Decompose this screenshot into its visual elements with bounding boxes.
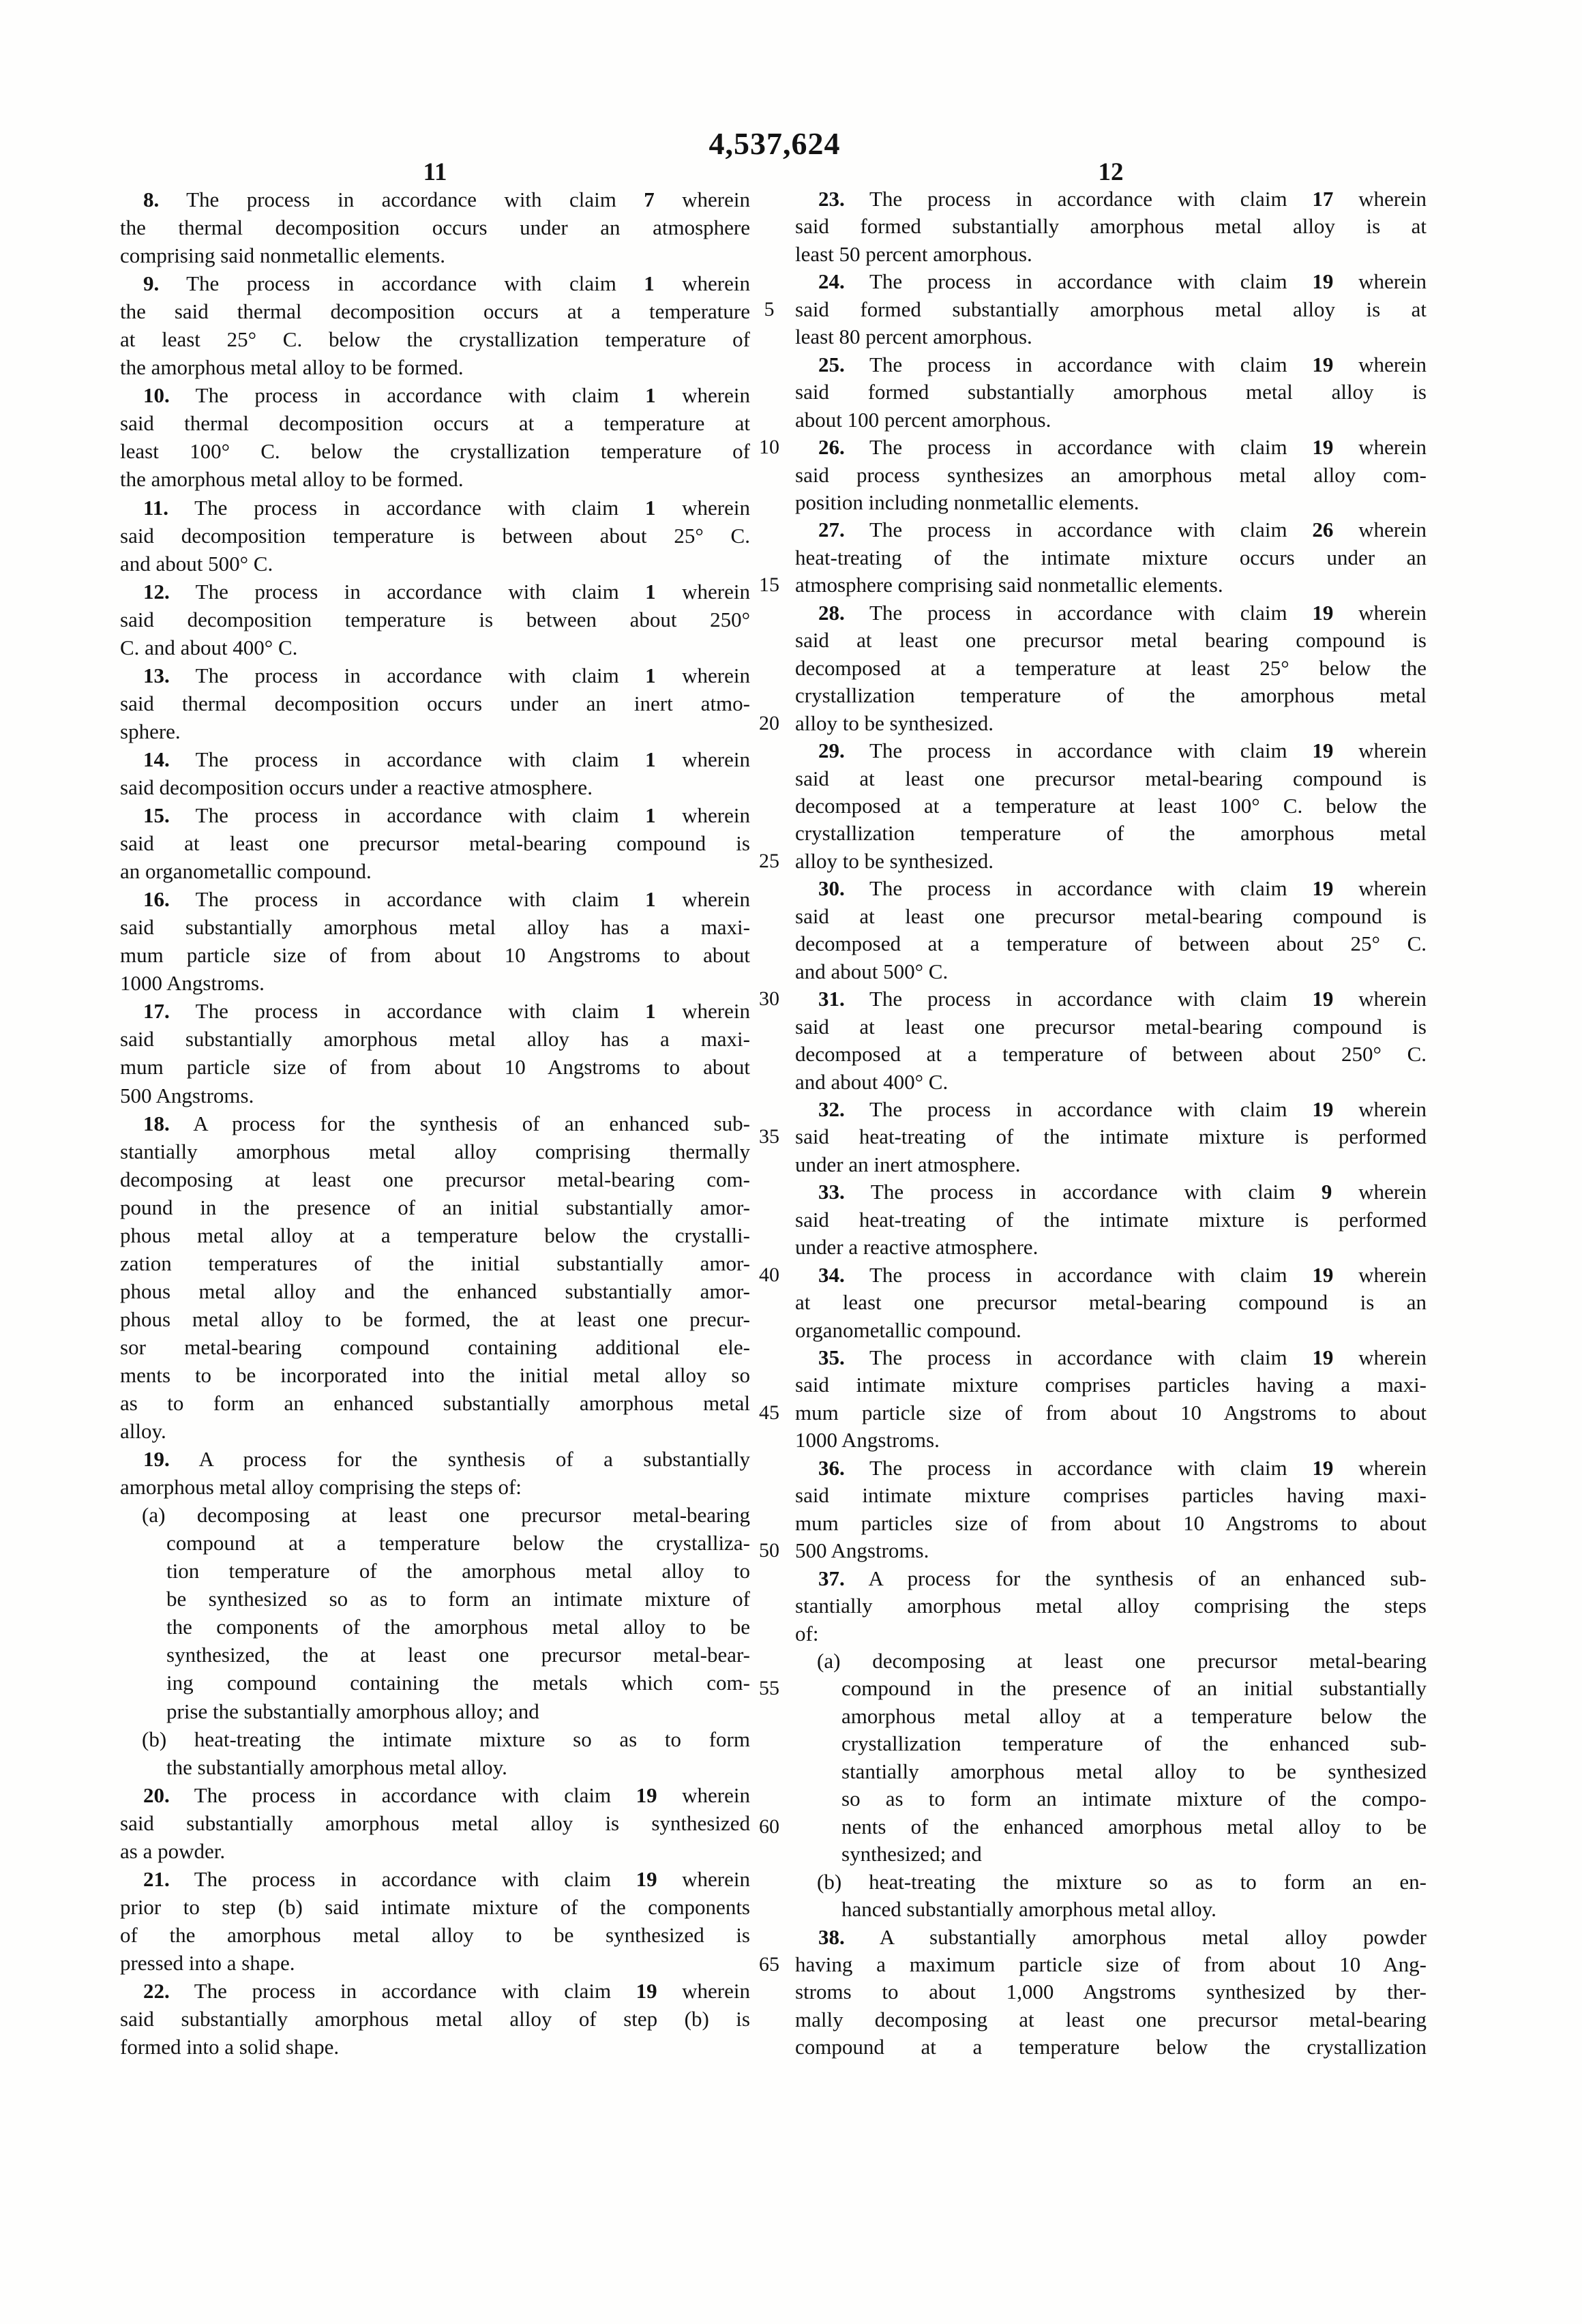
patent-number: 4,537,624 <box>708 126 841 161</box>
claim-text-line: prise the substantially amorphous alloy; and <box>166 1699 539 1723</box>
claim-text-line: said thermal decomposition occurs under an inert atmo- <box>120 691 750 715</box>
claim-text-line: as a powder. <box>120 1838 226 1863</box>
claim-text-line: 18. A process for the synthesis of an enhanced sub- <box>143 1111 750 1135</box>
claim-text-line: least 50 percent amorphous. <box>795 241 1032 266</box>
claim-text-line: 12. The process in accordance with claim 1 wherein <box>143 579 750 604</box>
claim-text-line: position including nonmetallic elements. <box>795 490 1139 514</box>
claim-text-line: nents of the enhanced amorphous metal alloy to be <box>841 1814 1427 1838</box>
claim-text-line: 30. The process in accordance with claim 19 wherein <box>818 876 1427 901</box>
claim-text-line: compound at a temperature below the crystallization <box>795 2035 1427 2059</box>
claim-text-line: organometallic compound. <box>795 1317 1021 1342</box>
claim-text-line: 20. The process in accordance with claim 19 wherein <box>143 1783 750 1807</box>
claim-text-line: the components of the amorphous metal alloy to be <box>166 1615 750 1639</box>
claim-text-line: (b) heat-treating the intimate mixture so as to form <box>142 1727 750 1751</box>
claim-text-line: said at least one precursor metal-bearing compound is <box>795 766 1427 790</box>
claim-text-line: 10. The process in accordance with claim 1 wherein <box>143 383 750 408</box>
claim-text-line: stroms to about 1,000 Angstroms synthesized by ther- <box>795 1980 1427 2004</box>
claim-text-line: 31. The process in accordance with claim 19 wherein <box>818 987 1427 1011</box>
claim-text-line: 500 Angstroms. <box>795 1538 929 1563</box>
claim-text-line: 24. The process in accordance with claim 19 wherein <box>818 269 1427 294</box>
claim-text-line: 16. The process in accordance with claim 1 wherein <box>143 887 750 912</box>
claim-text-line: 21. The process in accordance with claim 19 wherein <box>143 1866 750 1891</box>
claim-text-line: 13. The process in accordance with claim 1 wherein <box>143 663 750 687</box>
claim-text-line: said decomposition temperature is between about 25° C. <box>120 523 750 548</box>
claim-text-line: alloy to be synthesized. <box>795 711 994 735</box>
claim-text-line: 32. The process in accordance with claim 19 wherein <box>818 1097 1427 1121</box>
claim-text-line: phous metal alloy at a temperature below the crystalli- <box>120 1223 750 1247</box>
claim-text-line: 1000 Angstroms. <box>795 1428 940 1452</box>
column-number-left: 11 <box>423 158 447 186</box>
claim-text-line: 17. The process in accordance with claim 1 wherein <box>143 999 750 1024</box>
claim-text-line: 34. The process in accordance with claim 19 wherein <box>818 1262 1427 1287</box>
gutter-line-number: 35 <box>759 1125 779 1148</box>
claim-text-line: tion temperature of the amorphous metal alloy to <box>166 1559 750 1583</box>
claim-text-line: ments to be incorporated into the initial metal alloy so <box>120 1362 750 1387</box>
claims-column-left <box>120 185 750 2061</box>
claim-text-line: pressed into a shape. <box>120 1950 295 1975</box>
claim-text-line: of the amorphous metal alloy to be synthesized is <box>120 1922 750 1947</box>
claim-text-line: amorphous metal alloy at a temperature below the <box>841 1703 1427 1728</box>
claim-text-line: stantially amorphous metal alloy comprising the steps <box>795 1594 1427 1618</box>
claim-text-line: said heat-treating of the intimate mixture is performed <box>795 1207 1427 1232</box>
claim-text-line: compound at a temperature below the crystalliza- <box>166 1531 750 1555</box>
claim-text-line: phous metal alloy and the enhanced substantially amor- <box>120 1279 750 1303</box>
claim-text-line: 25. The process in accordance with claim 19 wherein <box>818 352 1427 376</box>
gutter-line-number: 45 <box>759 1401 779 1424</box>
gutter-line-number: 65 <box>759 1952 779 1976</box>
claim-text-line: 22. The process in accordance with claim 19 wherein <box>143 1979 750 2003</box>
claim-text-line: 35. The process in accordance with claim 19 wherein <box>818 1345 1427 1370</box>
gutter-line-number: 15 <box>759 573 779 597</box>
claim-text-line: 29. The process in accordance with claim 19 wherein <box>818 739 1427 763</box>
claim-text-line: 8. The process in accordance with claim 7 wherein <box>143 188 750 211</box>
claim-text-line: be synthesized so as to form an intimate mixture of <box>166 1587 750 1611</box>
claim-text-line: said at least one precursor metal-bearing compound is <box>120 831 750 856</box>
claim-text-line: mum particles size of from about 10 Angstroms to about <box>795 1510 1427 1535</box>
claim-text-line: phous metal alloy to be formed, the at least one precur- <box>120 1307 750 1331</box>
claim-text-line: the said thermal decomposition occurs at a temperature <box>120 299 750 324</box>
claim-text-line: as to form an enhanced substantially amorphous metal <box>120 1391 750 1416</box>
claim-text-line: least 80 percent amorphous. <box>795 325 1032 349</box>
gutter-line-number: 5 <box>764 297 775 321</box>
claim-text-line: synthesized; and <box>841 1842 982 1866</box>
claim-text-line: having a maximum particle size of from about 10 Ang- <box>795 1952 1427 1976</box>
claim-text-line: alloy to be synthesized. <box>795 848 994 873</box>
column-number-right: 12 <box>1098 158 1124 186</box>
claim-text-line: 33. The process in accordance with claim 9 wherein <box>818 1180 1427 1204</box>
claim-text-line: (a) decomposing at least one precursor metal-bearing <box>142 1503 750 1528</box>
gutter-line-number: 20 <box>759 711 779 734</box>
claim-text-line: said decomposition occurs under a reactive atmosphere. <box>120 775 593 799</box>
claim-text-line: 23. The process in accordance with claim 17 wherein <box>818 187 1427 211</box>
claim-text-line: 1000 Angstroms. <box>120 971 265 996</box>
claim-text-line: said intimate mixture comprises particles having maxi- <box>795 1483 1427 1508</box>
claim-text-line: compound in the presence of an initial substantially <box>841 1676 1427 1701</box>
claim-text-line: said substantially amorphous metal alloy has a maxi- <box>120 915 750 940</box>
claim-text-line: stantially amorphous metal alloy comprising thermally <box>120 1139 750 1163</box>
gutter-line-number: 55 <box>759 1677 779 1700</box>
claim-text-line: said intimate mixture comprises particles having a maxi- <box>795 1373 1427 1397</box>
claim-text-line: at least one precursor metal-bearing compound is an <box>795 1290 1427 1315</box>
claim-text-line: said substantially amorphous metal alloy is synthesized <box>120 1811 750 1835</box>
gutter-line-number: 30 <box>759 987 779 1011</box>
claim-text-line: under a reactive atmosphere. <box>795 1235 1039 1260</box>
claim-text-line: and about 500° C. <box>795 959 949 983</box>
claim-text-line: the amorphous metal alloy to be formed. <box>120 355 464 380</box>
claim-text-line: mum particle size of from about 10 Angstroms to about <box>795 1400 1427 1425</box>
claim-text-line: crystallization temperature of the amorphous metal <box>795 683 1427 708</box>
claim-text-line: of: <box>795 1621 819 1645</box>
claim-text-line: 27. The process in accordance with claim 26 wherein <box>818 518 1427 542</box>
claim-text-line: and about 400° C. <box>795 1069 949 1094</box>
claim-text-line: said heat-treating of the intimate mixture is performed <box>795 1124 1427 1149</box>
claim-text-line: and about 500° C. <box>120 551 273 576</box>
claim-text-line: at least 25° C. below the crystallization temperature of <box>120 327 750 352</box>
claim-text-line: said thermal decomposition occurs at a temperature at <box>120 411 750 436</box>
claims-column-right <box>795 185 1427 2061</box>
claim-text-line: the amorphous metal alloy to be formed. <box>120 467 464 492</box>
claim-text-line: zation temperatures of the initial substantially amor- <box>120 1251 750 1275</box>
claim-text-line: (a) decomposing at least one precursor metal-bearing <box>817 1649 1427 1673</box>
claim-text-line: mum particle size of from about 10 Angstroms to about <box>120 1055 750 1079</box>
claim-text-line: pound in the presence of an initial substantially amor- <box>120 1195 750 1219</box>
claim-text-line: said at least one precursor metal-bearing compound is <box>795 1014 1427 1039</box>
claim-text-line: decomposed at a temperature of between about 25° C. <box>795 932 1427 956</box>
claim-text-line: crystallization temperature of the amorphous metal <box>795 821 1427 846</box>
claim-text-line: the substantially amorphous metal alloy. <box>166 1755 507 1779</box>
claim-text-line: heat-treating of the intimate mixture occurs under an <box>795 545 1427 569</box>
gutter-line-number: 40 <box>759 1263 779 1286</box>
claim-text-line: atmosphere comprising said nonmetallic elements. <box>795 573 1223 597</box>
claim-text-line: said formed substantially amorphous metal alloy is <box>795 380 1427 404</box>
claim-text-line: sor metal-bearing compound containing additional ele- <box>120 1335 750 1359</box>
claim-text-line: about 100 percent amorphous. <box>795 407 1051 432</box>
claim-text-line: formed into a solid shape. <box>120 2035 340 2059</box>
claim-text-line: said formed substantially amorphous metal alloy is at <box>795 214 1427 239</box>
gutter-line-number: 60 <box>759 1815 779 1838</box>
claim-text-line: 26. The process in accordance with claim 19 wherein <box>818 435 1427 460</box>
claim-text-line: 11. The process in accordance with claim 1 wherein <box>143 495 750 520</box>
claim-text-line: said process synthesizes an amorphous metal alloy com- <box>795 462 1427 487</box>
gutter-line-number: 25 <box>759 849 779 872</box>
claim-text-line: comprising said nonmetallic elements. <box>120 243 445 268</box>
claim-text-line: under an inert atmosphere. <box>795 1152 1021 1176</box>
claim-text-line: stantially amorphous metal alloy to be synthesized <box>841 1759 1427 1783</box>
claim-text-line: said substantially amorphous metal alloy has a maxi- <box>120 1027 750 1052</box>
gutter-line-number: 50 <box>759 1539 779 1562</box>
claim-text-line: the thermal decomposition occurs under an atmosphere <box>120 215 750 240</box>
claim-text-line: 37. A process for the synthesis of an enhanced sub- <box>818 1566 1427 1590</box>
claim-text-line: sphere. <box>120 719 181 743</box>
claim-text-line: an organometallic compound. <box>120 859 372 884</box>
claim-text-line: 36. The process in accordance with claim 19 wherein <box>818 1455 1427 1480</box>
claim-text-line: ing compound containing the metals which com- <box>166 1671 750 1695</box>
claim-text-line: 9. The process in accordance with claim 1 wherein <box>143 271 750 296</box>
claim-text-line: C. and about 400° C. <box>120 635 298 659</box>
claim-text-line: 14. The process in accordance with claim 1 wherein <box>143 747 750 771</box>
claim-text-line: said substantially amorphous metal alloy of step (b) is <box>120 2007 750 2031</box>
claim-text-line: least 100° C. below the crystallization temperature of <box>120 439 750 464</box>
claim-text-line: said decomposition temperature is between about 250° <box>120 607 750 631</box>
claim-text-line: decomposed at a temperature at least 100° C. below the <box>795 793 1427 818</box>
claim-text-line: (b) heat-treating the mixture so as to form an en- <box>817 1869 1427 1894</box>
claim-text-line: alloy. <box>120 1419 166 1444</box>
claim-text-line: decomposing at least one precursor metal-bearing com- <box>120 1167 750 1191</box>
claim-text-line: hanced substantially amorphous metal alloy. <box>841 1897 1217 1922</box>
claim-text-line: 38. A substantially amorphous metal alloy powder <box>818 1924 1427 1949</box>
claim-text-line: amorphous metal alloy comprising the steps of: <box>120 1475 522 1500</box>
claim-text-line: 15. The process in accordance with claim 1 wherein <box>143 803 750 828</box>
claim-text-line: decomposed at a temperature of between about 250° C. <box>795 1042 1427 1067</box>
claim-text-line: 500 Angstroms. <box>120 1083 254 1107</box>
claim-text-line: said at least one precursor metal bearing compound is <box>795 628 1427 653</box>
claim-text-line: crystallization temperature of the enhanced sub- <box>841 1731 1427 1756</box>
claim-text-line: mum particle size of from about 10 Angstroms to about <box>120 943 750 968</box>
claim-text-line: said formed substantially amorphous metal alloy is at <box>795 297 1427 321</box>
claim-text-line: prior to step (b) said intimate mixture of the components <box>120 1894 750 1919</box>
gutter-line-number: 10 <box>759 436 779 459</box>
claim-text-line: said at least one precursor metal-bearing compound is <box>795 904 1427 928</box>
claim-text-line: decomposed at a temperature at least 25° below the <box>795 655 1427 680</box>
claim-text-line: so as to form an intimate mixture of the compo- <box>841 1787 1427 1811</box>
claim-text-line: 19. A process for the synthesis of a substantially <box>143 1447 750 1472</box>
claim-text-line: synthesized, the at least one precursor metal-bear- <box>166 1643 750 1667</box>
claim-text-line: mally decomposing at least one precursor metal-bearing <box>795 2007 1427 2031</box>
claim-text-line: 28. The process in accordance with claim 19 wherein <box>818 600 1427 625</box>
